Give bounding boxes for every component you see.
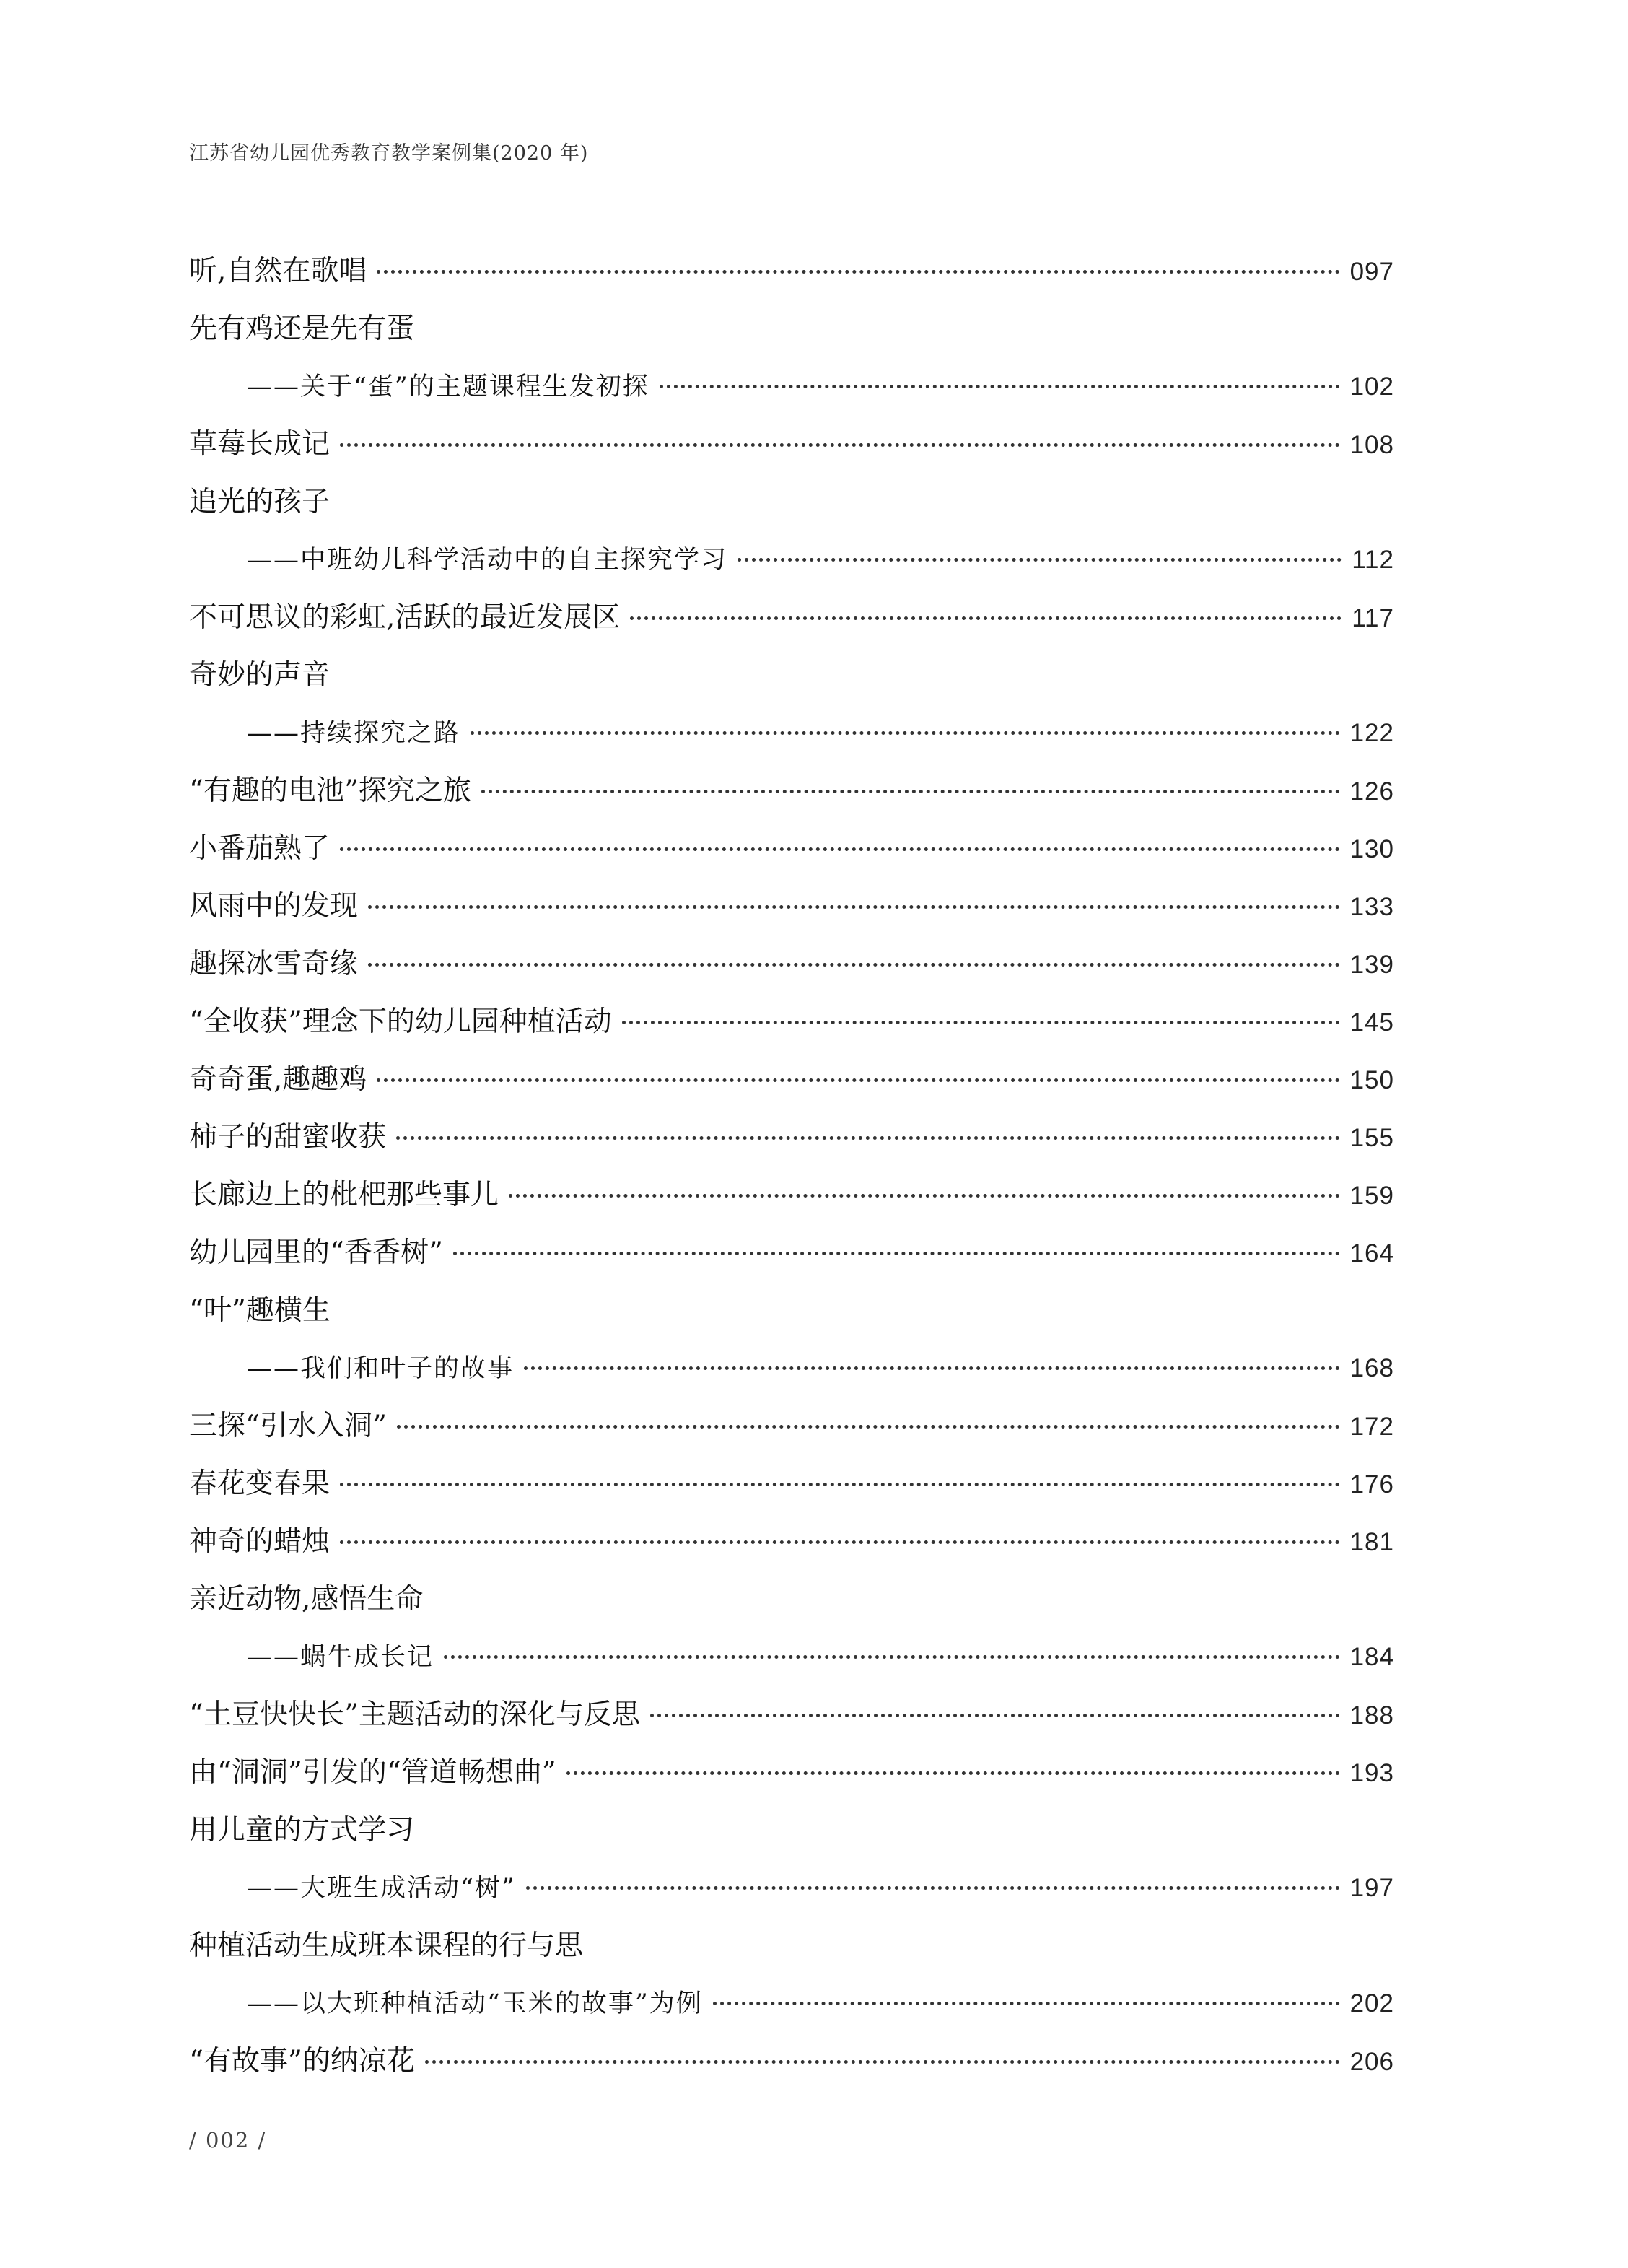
toc-title: 由“洞洞”引发的“管道畅想曲” <box>189 1756 556 1789</box>
dot-leader <box>566 1771 1340 1775</box>
toc-subtitle: ——关于“蛋”的主题课程生发初探 <box>247 372 649 401</box>
dot-leader <box>444 1655 1340 1659</box>
toc-entry-row[interactable] <box>189 762 1394 820</box>
dot-leader <box>660 385 1340 388</box>
toc-title: 奇奇蛋,趣趣鸡 <box>189 1063 367 1096</box>
dot-leader <box>713 2002 1340 2005</box>
table-of-contents <box>189 243 1394 2090</box>
toc-title: 小番茄熟了 <box>189 832 331 865</box>
toc-entry-row[interactable] <box>189 993 1394 1051</box>
toc-title: 种植活动生成班本课程的行与思 <box>189 1929 584 1962</box>
toc-subtitle-row[interactable] <box>189 531 1394 589</box>
toc-title: 神奇的蜡烛 <box>189 1525 331 1558</box>
toc-title: 趣探冰雪奇缘 <box>189 948 359 980</box>
toc-title: 三探“引水入洞” <box>189 1410 387 1442</box>
running-header: 江苏省幼儿园优秀教育教学案例集(2020 年) <box>189 142 589 165</box>
toc-subtitle: ——蜗牛成长记 <box>247 1643 434 1672</box>
toc-title: 用儿童的方式学习 <box>189 1814 415 1846</box>
dot-leader <box>509 1194 1340 1198</box>
toc-entry-row[interactable] <box>189 647 1394 705</box>
toc-subtitle: ——以大班种植活动“玉米的故事”为例 <box>247 1989 703 2018</box>
toc-entry-row[interactable] <box>189 1455 1394 1513</box>
dot-leader <box>340 1540 1340 1544</box>
toc-title: 听,自然在歌唱 <box>189 255 367 287</box>
toc-title: “叶”趣横生 <box>189 1294 331 1327</box>
toc-page-number: 155 <box>1349 1124 1394 1152</box>
toc-title: 不可思议的彩虹,活跃的最近发展区 <box>189 601 621 634</box>
toc-entry-row[interactable] <box>189 878 1394 935</box>
toc-subtitle-row[interactable] <box>189 1975 1394 2033</box>
toc-page-number: 097 <box>1349 258 1394 286</box>
toc-page-number: 193 <box>1349 1759 1394 1787</box>
toc-title: 奇妙的声音 <box>189 659 331 692</box>
dot-leader <box>340 1483 1340 1486</box>
page-number: / 002 / <box>189 2128 267 2153</box>
toc-page-number: 164 <box>1349 1239 1394 1268</box>
toc-page-number: 181 <box>1349 1528 1394 1556</box>
toc-page-number: 117 <box>1352 604 1394 632</box>
toc-page-number: 206 <box>1349 2048 1394 2076</box>
toc-page-number: 176 <box>1349 1470 1394 1499</box>
dot-leader <box>622 1021 1340 1024</box>
toc-entry-row[interactable] <box>189 1802 1394 1859</box>
toc-page-number: 108 <box>1349 431 1394 459</box>
toc-entry-row[interactable] <box>189 300 1394 358</box>
toc-entry-row[interactable] <box>189 1051 1394 1109</box>
toc-title: “有故事”的纳凉花 <box>189 2045 415 2077</box>
toc-page-number: 122 <box>1349 719 1394 747</box>
toc-entry-row[interactable] <box>189 416 1394 474</box>
toc-subtitle-row[interactable] <box>189 358 1394 416</box>
toc-entry-row[interactable] <box>189 1166 1394 1224</box>
toc-page-number: 168 <box>1349 1354 1394 1382</box>
toc-title: 先有鸡还是先有蛋 <box>189 313 415 345</box>
toc-entry-row[interactable] <box>189 1397 1394 1455</box>
toc-title: “有趣的电池”探究之旅 <box>189 775 471 807</box>
toc-title: “全收获”理念下的幼儿园种植活动 <box>189 1006 612 1038</box>
toc-entry-row[interactable] <box>189 589 1394 647</box>
toc-page-number: 159 <box>1349 1182 1394 1210</box>
toc-subtitle-row[interactable] <box>189 705 1394 762</box>
toc-subtitle-row[interactable] <box>189 1859 1394 1917</box>
toc-page-number: 197 <box>1349 1874 1394 1902</box>
toc-subtitle: ——我们和叶子的故事 <box>247 1354 515 1383</box>
toc-entry-row[interactable] <box>189 1571 1394 1628</box>
dot-leader <box>630 616 1342 620</box>
toc-title: 柿子的甜蜜收获 <box>189 1121 387 1153</box>
toc-entry-row[interactable] <box>189 474 1394 531</box>
dot-leader <box>368 905 1340 909</box>
toc-subtitle: ——中班幼儿科学活动中的自主探究学习 <box>247 546 728 575</box>
dot-leader <box>471 731 1340 735</box>
toc-page-number: 150 <box>1349 1066 1394 1094</box>
toc-title: 长廊边上的枇杷那些事儿 <box>189 1179 499 1211</box>
toc-subtitle: ——持续探究之路 <box>247 719 461 748</box>
dot-leader <box>368 963 1340 967</box>
dot-leader <box>340 443 1340 447</box>
toc-entry-row[interactable] <box>189 2033 1394 2090</box>
dot-leader <box>481 790 1340 793</box>
toc-entry-row[interactable] <box>189 820 1394 878</box>
toc-entry-row[interactable] <box>189 1917 1394 1975</box>
toc-page-number: 133 <box>1349 893 1394 921</box>
toc-page-number: 112 <box>1352 546 1394 574</box>
dot-leader <box>340 847 1340 851</box>
toc-page-number: 130 <box>1349 835 1394 863</box>
toc-entry-row[interactable] <box>189 935 1394 993</box>
toc-page-number: 184 <box>1349 1643 1394 1671</box>
dot-leader <box>526 1886 1340 1890</box>
dot-leader <box>397 1425 1340 1429</box>
dot-leader <box>524 1366 1340 1370</box>
toc-page-number: 102 <box>1349 372 1394 401</box>
toc-title: “土豆快快长”主题活动的深化与反思 <box>189 1698 640 1731</box>
dot-leader <box>453 1252 1340 1255</box>
toc-page-number: 188 <box>1349 1701 1394 1730</box>
toc-title: 追光的孩子 <box>189 486 331 518</box>
toc-entry-row[interactable] <box>189 1513 1394 1571</box>
toc-title: 风雨中的发现 <box>189 890 359 923</box>
dot-leader <box>377 270 1339 274</box>
toc-title: 幼儿园里的“香香树” <box>189 1237 443 1269</box>
toc-entry-row[interactable] <box>189 1224 1394 1282</box>
toc-title: 草莓长成记 <box>189 428 331 461</box>
toc-entry-row[interactable] <box>189 243 1394 300</box>
toc-page-number: 145 <box>1349 1008 1394 1037</box>
toc-title: 春花变春果 <box>189 1467 331 1500</box>
toc-subtitle-row[interactable] <box>189 1340 1394 1397</box>
toc-page-number: 202 <box>1349 1989 1394 2018</box>
dot-leader <box>738 558 1342 562</box>
toc-page-number: 139 <box>1349 951 1394 979</box>
toc-page-number: 172 <box>1349 1413 1394 1441</box>
toc-entry-row[interactable] <box>189 1686 1394 1744</box>
toc-title: 亲近动物,感悟生命 <box>189 1583 424 1615</box>
dot-leader <box>650 1714 1340 1717</box>
toc-page-number: 126 <box>1349 777 1394 806</box>
toc-entry-row[interactable] <box>189 1109 1394 1166</box>
dot-leader <box>425 2060 1340 2064</box>
toc-entry-row[interactable] <box>189 1744 1394 1802</box>
toc-entry-row[interactable] <box>189 1282 1394 1340</box>
dot-leader <box>396 1136 1340 1140</box>
toc-subtitle-row[interactable] <box>189 1628 1394 1686</box>
dot-leader <box>377 1078 1339 1082</box>
toc-subtitle: ——大班生成活动“树” <box>247 1874 516 1903</box>
